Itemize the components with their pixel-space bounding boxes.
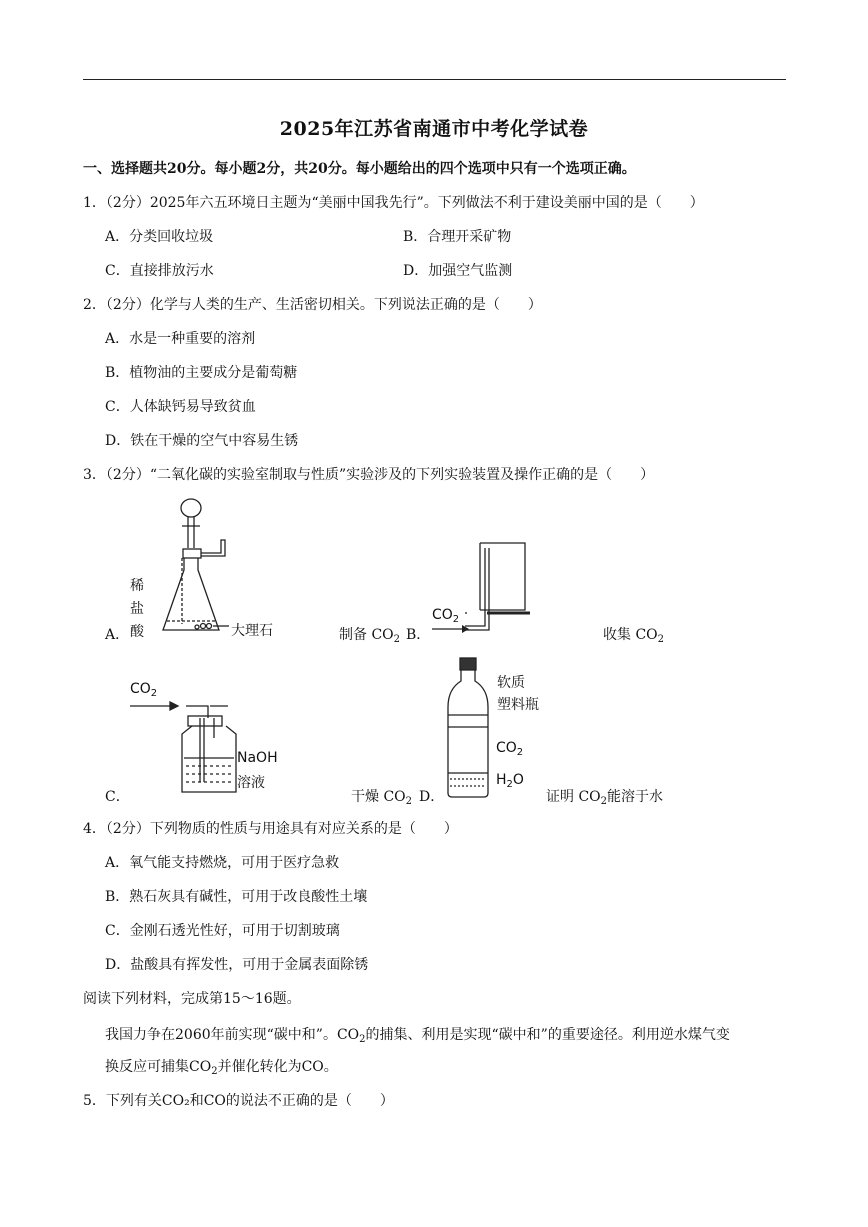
q4-stem: 4．（2分）下列物质的性质与用途具有对应关系的是（ ） (83, 821, 458, 837)
q1-option-b: B．合理开采矿物 (403, 229, 512, 245)
q4-option-b: B．熟石灰具有碱性，可用于改良酸性土壤 (105, 889, 368, 905)
fig-b-gas-label: $CO_2$ (432, 607, 460, 625)
q1-stem: 1．（2分）2025年六五环境日主题为“美丽中国我先行”。下列做法不利于建设美丽中国的是（ ） (83, 195, 704, 211)
q1-option-d: D．加强空气监测 (403, 263, 513, 279)
figure-d-plastic-bottle (440, 655, 500, 800)
fig-d-water-label: $H_2O$ (496, 772, 524, 790)
reading-paragraph-line-1: 我国力争在2060年前实现“碳中和”。$CO_2$的捕集、利用是实现“碳中和”的重要途径。利用逆水煤气变 (105, 1027, 730, 1045)
q3-option-c-caption: 干燥 $CO_2$ (351, 789, 413, 807)
fig-a-acid-char-1: 稀 (130, 578, 144, 594)
figure-c-washing-bottle (128, 698, 248, 798)
fig-d-bottle-label-2: 塑料瓶 (497, 697, 539, 713)
fig-b-arrow (430, 624, 470, 634)
q1-option-a: A．分类回收垃圾 (105, 229, 214, 245)
q2-option-a: A．水是一种重要的溶剂 (105, 331, 256, 347)
section-heading: 一、选择题共20分。每小题2分，共20分。每小题给出的四个选项中只有一个选项正确。 (83, 161, 636, 177)
fig-d-gas-label: $CO_2$ (496, 740, 524, 758)
q2-option-c: C．人体缺钙易导致贫血 (105, 399, 256, 415)
q2-option-d: D．铁在干燥的空气中容易生锈 (105, 433, 299, 449)
q4-option-c: C．金刚石透光性好，可用于切割玻璃 (105, 923, 340, 939)
q3-option-b-letter: B． (406, 627, 431, 643)
reading-intro: 阅读下列材料，完成第15～16题。 (83, 991, 301, 1007)
q4-option-d: D．盐酸具有挥发性，可用于金属表面除锈 (105, 957, 369, 973)
q2-option-b: B．植物油的主要成分是葡萄糖 (105, 365, 298, 381)
fig-c-solution-label-2: 溶液 (237, 775, 265, 791)
q3-stem: 3．（2分）“二氧化碳的实验室制取与性质”实验涉及的下列实验装置及操作正确的是（ ） (83, 467, 655, 483)
fig-d-bottle-label-1: 软质 (497, 675, 525, 691)
q5-stem: 5．下列有关CO₂和CO的说法不正确的是（ ） (83, 1093, 394, 1109)
q3-option-d-letter: D． (419, 789, 445, 805)
fig-c-solution-label-1: NaOH (237, 750, 278, 766)
q3-option-a-caption: 制备 $CO_2$ (339, 627, 401, 645)
q3-option-d-caption: 证明 $CO_2$能溶于水 (546, 789, 664, 807)
q1-option-c: C．直接排放污水 (105, 263, 214, 279)
q2-stem: 2．（2分）化学与人类的生产、生活密切相关。下列说法正确的是（ ） (83, 297, 542, 313)
q3-option-c-letter: C． (105, 789, 130, 805)
fig-c-gas-label: $CO_2$ (130, 681, 158, 699)
q4-option-a: A．氧气能支持燃烧，可用于医疗急救 (105, 855, 340, 871)
fig-a-acid-char-3: 酸 (130, 624, 144, 640)
q3-option-b-caption: 收集 $CO_2$ (603, 627, 665, 645)
fig-a-acid-char-2: 盐 (130, 601, 144, 617)
reading-paragraph-line-2: 换反应可捕集$CO_2$并催化转化为CO。 (105, 1059, 338, 1077)
header-rule (83, 79, 786, 80)
fig-a-marble-label: 大理石 (231, 623, 273, 639)
q3-option-a-letter: A． (105, 627, 130, 643)
exam-title: 2025年江苏省南通市中考化学试卷 (279, 118, 589, 140)
